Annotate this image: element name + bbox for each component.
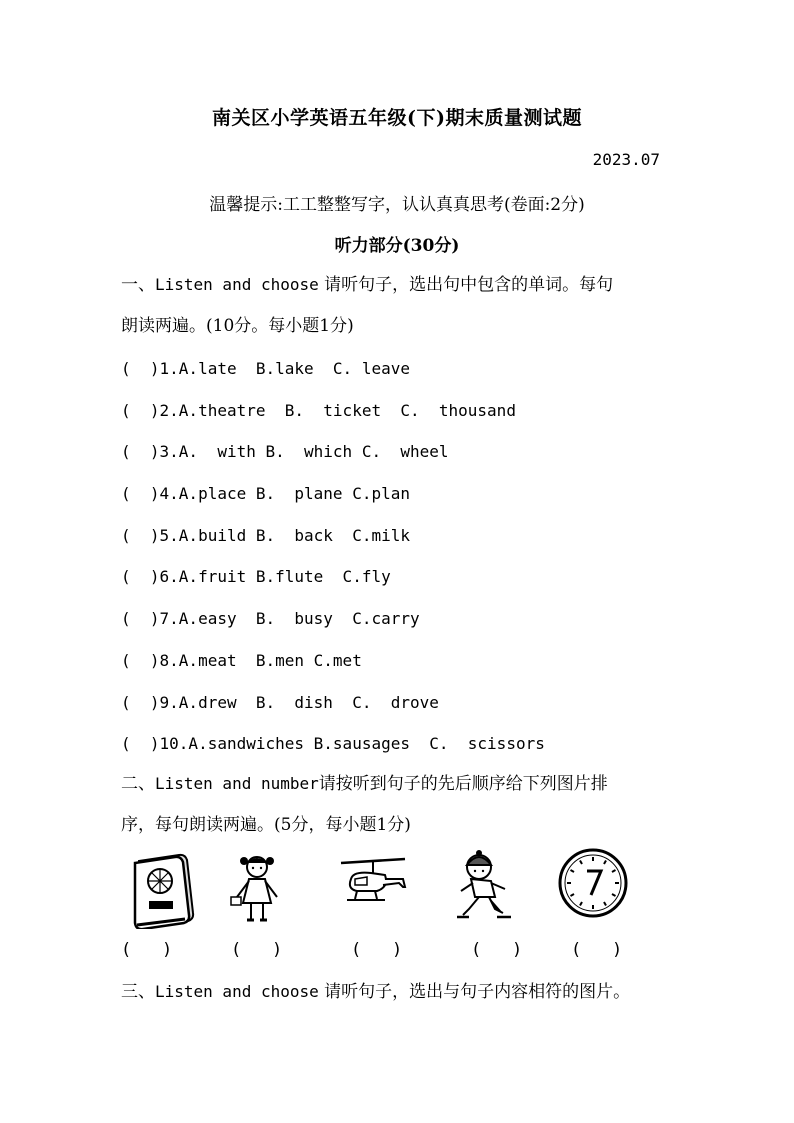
answer-blank[interactable]: ( ) (471, 940, 523, 960)
answer-blank[interactable]: ( ) (231, 940, 283, 960)
section-1-instruction (121, 264, 681, 347)
exam-title: 南关区小学英语五年级(下)期末质量测试题 (212, 107, 582, 129)
section-3-line-1 (121, 971, 681, 1013)
girl-icon (229, 853, 285, 925)
question-item: ( )6.A.fruit B.flute C.fly (121, 567, 391, 587)
passport-icon (127, 851, 197, 929)
section-1-number: 一、 (121, 275, 155, 295)
section-2-pictures (121, 845, 681, 935)
section-2-instruction-cn: 请按听到句子的先后顺序给下列图片排 (318, 774, 608, 794)
section-1-line-2: 朗读两遍。(10分。每小题1分) (121, 316, 354, 336)
section-2-line-1 (121, 763, 681, 805)
question-item: ( )7.A.easy B. busy C.carry (121, 609, 420, 629)
section-2-number: 二、 (121, 774, 155, 794)
question-item: ( )4.A.place B. plane C.plan (121, 484, 410, 504)
question-item: ( )2.A.theatre B. ticket C. thousand (121, 400, 516, 420)
answer-blank[interactable]: ( ) (351, 940, 403, 960)
clock-icon (557, 847, 629, 919)
question-item: ( )1.A.late B.lake C. leave (121, 359, 410, 378)
section-2-answer-blanks (121, 930, 681, 970)
question-item: ( )3.A. with B. which C. wheel (121, 442, 449, 462)
section-2-line-2: 序，每句朗读两遍。(5分，每小题1分) (121, 815, 411, 835)
helicopter-icon (337, 857, 409, 915)
listening-section-title: 听力部分(30分) (334, 236, 460, 256)
question-item: ( )9.A.drew B. dish C. drove (121, 692, 439, 712)
section-3-number: 三、 (121, 982, 155, 1002)
section-2-instruction-en: Listen and number (155, 774, 319, 793)
section-3-instruction (121, 971, 681, 1013)
section-3-instruction-cn: 请听句子，选出与句子内容相符的图片。 (324, 982, 631, 1002)
answer-blank[interactable]: ( ) (571, 940, 623, 960)
question-item: ( )5.A.build B. back C.milk (121, 525, 410, 545)
exam-date: 2023.07 (592, 150, 660, 169)
question-item: ( )10.A.sandwiches B.sausages C. scissors (121, 734, 545, 754)
section-1-instruction-en: Listen and choose (155, 275, 319, 294)
section-1-line-1 (121, 264, 681, 306)
question-item: ( )8.A.meat B.men C.met (121, 650, 362, 670)
section-1-instruction-cn: 请听句子，选出句中包含的单词。每句 (324, 275, 614, 295)
skating-boy-icon (453, 849, 515, 925)
answer-blank[interactable]: ( ) (121, 940, 173, 960)
section-3-instruction-en: Listen and choose (155, 982, 319, 1001)
section-1-items (121, 348, 681, 765)
exam-tip: 温馨提示:工工整整写字，认认真真思考(卷面:2分) (209, 195, 585, 215)
section-2-instruction (121, 763, 681, 846)
